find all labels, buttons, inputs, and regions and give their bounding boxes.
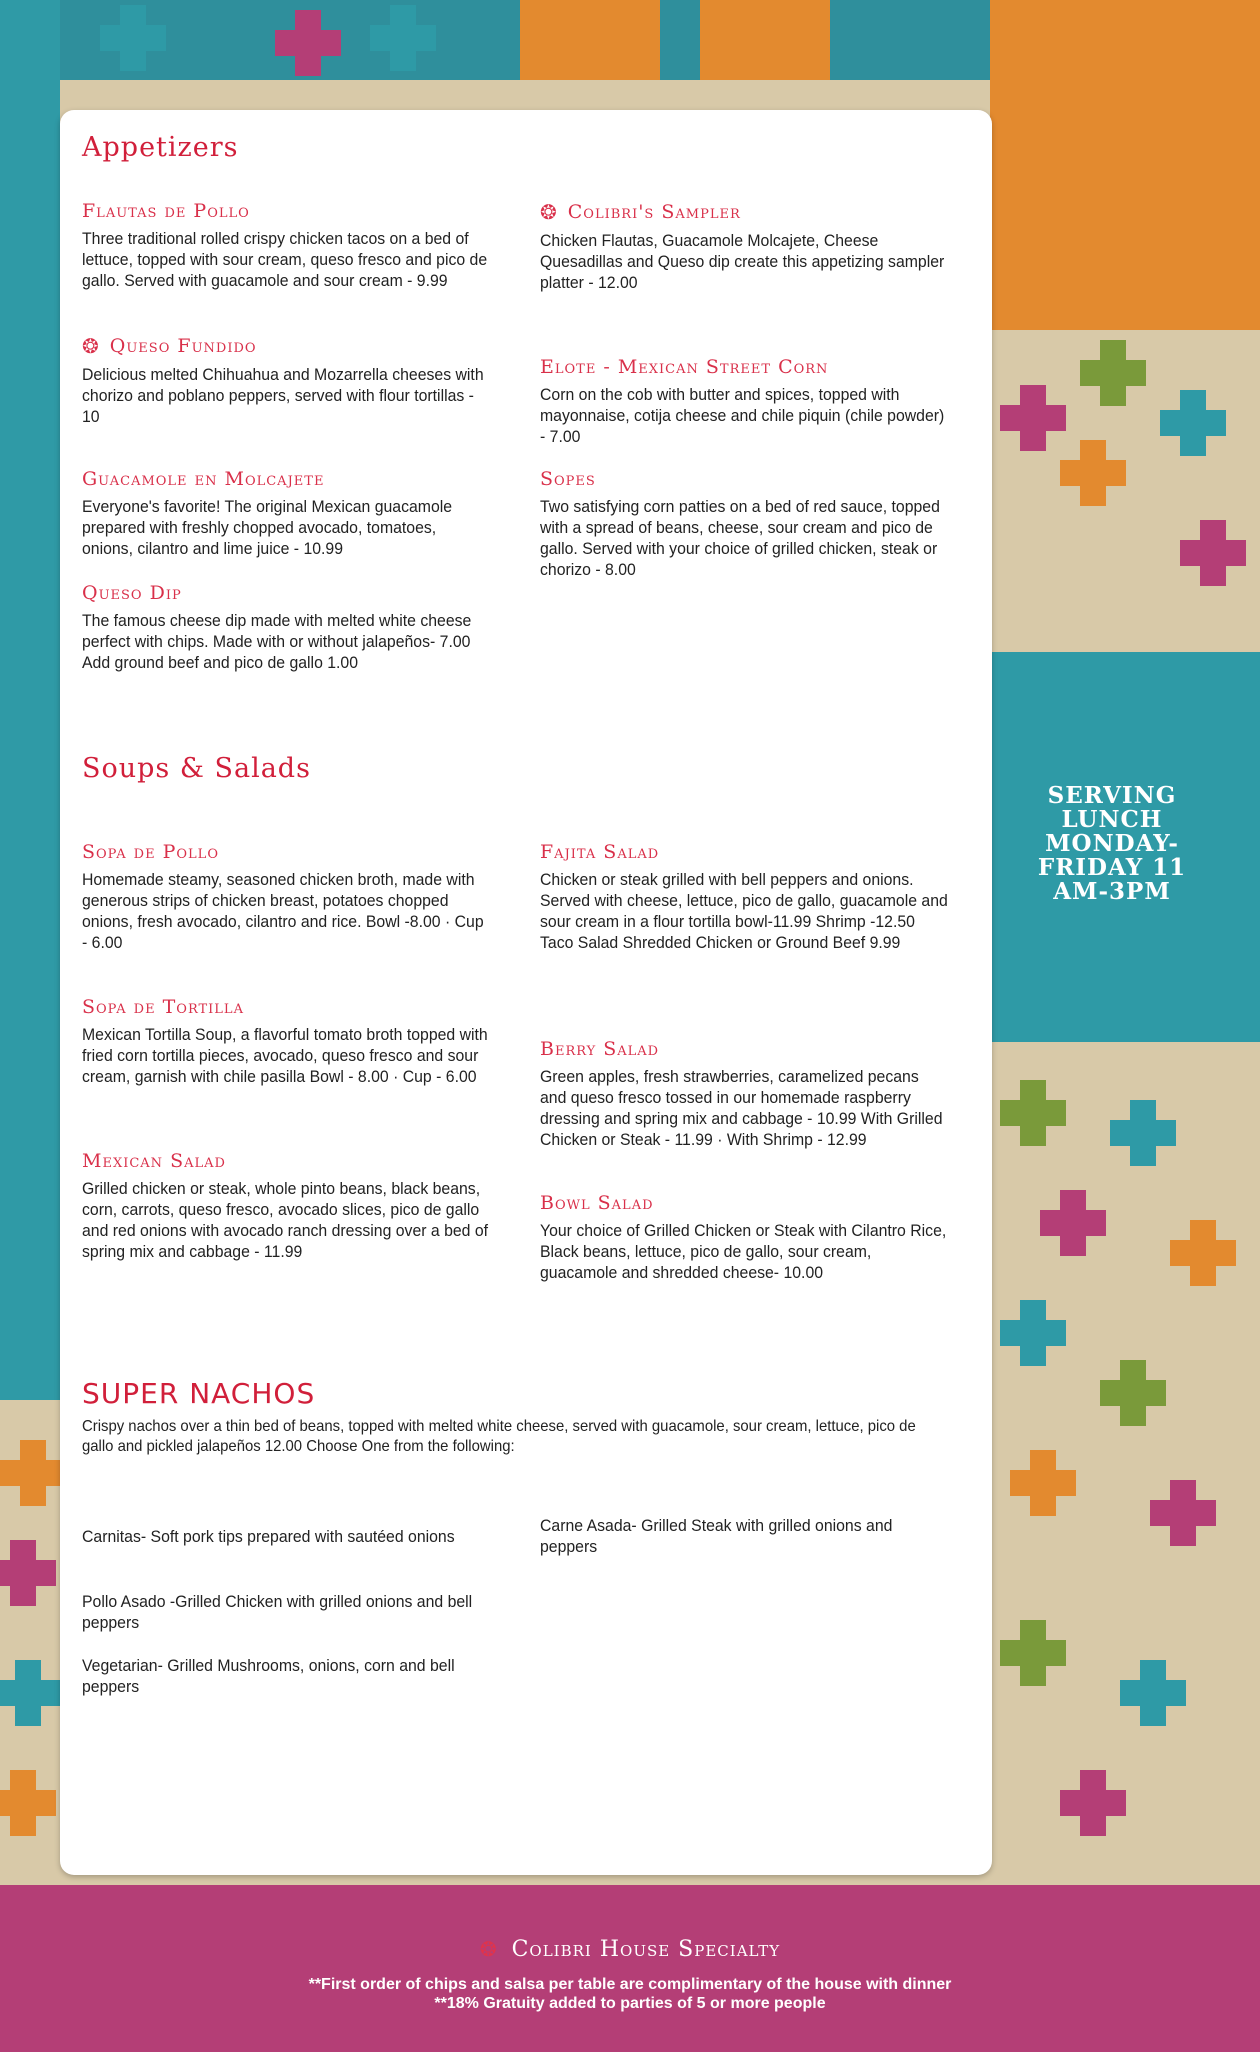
cross-decoration — [1120, 1660, 1186, 1726]
cross-decoration — [1150, 1480, 1216, 1546]
footer-note-gratuity: **18% Gratuity added to parties of 5 or more people — [434, 1995, 826, 2012]
nachos-option: Vegetarian- Grilled Mushrooms, onions, corn and bell peppers — [82, 1656, 455, 1696]
cross-decoration — [1170, 1220, 1236, 1286]
house-specialty-icon: ❂ — [82, 334, 100, 358]
menu-item — [82, 996, 502, 1087]
appetizers-heading: Appetizers — [82, 132, 239, 163]
item-name: Elote - Mexican Street Corn — [540, 356, 829, 378]
cross-decoration — [1110, 1100, 1176, 1166]
cross-decoration — [370, 5, 436, 71]
cross-decoration — [1010, 1450, 1076, 1516]
menu-item — [540, 200, 960, 293]
teal-band-left — [0, 0, 60, 1400]
item-desc: Chicken or steak grilled with bell peppers and onions. Served with cheese, lettuce, pico de gallo, guacamole and sour cream in a flour tortilla bowl-11.99 Shrimp -12.50 — [540, 870, 948, 931]
menu-item — [540, 841, 960, 953]
item-name: Sopa de Tortilla — [82, 996, 244, 1018]
menu-item — [82, 200, 502, 291]
item-desc: Grilled chicken or steak, whole pinto beans, black beans, corn, carrots, queso fresco, avocado slices, pico de gallo and red onions with avocado ranch dressing over a bed of spring mix and cabbage - 11.99 — [82, 1179, 489, 1261]
menu-card — [60, 110, 992, 1875]
item-desc: Everyone's favorite! The original Mexican guacamole prepared with freshly chopped avocado, tomatoes, onions, cilantro and lime juice - 10.99 — [82, 497, 453, 558]
nachos-option: Pollo Asado -Grilled Chicken with grilled onions and bell peppers — [82, 1592, 473, 1632]
cross-decoration — [0, 1540, 56, 1606]
cross-decoration — [1040, 1190, 1106, 1256]
item-desc: Delicious melted Chihuahua and Mozarrella cheeses with chorizo and poblano peppers, served with flour tortillas - 10 — [82, 365, 484, 426]
cross-decoration — [1160, 390, 1226, 456]
item-name: Mexican Salad — [82, 1150, 226, 1172]
menu-item — [82, 841, 502, 953]
orange-block-top2 — [700, 0, 830, 80]
footer — [0, 1885, 1260, 2052]
nachos-desc: Crispy nachos over a thin bed of beans, topped with melted white cheese, served with guacamole, sour cream, lettuce, pico de gallo and pickled jalapeños 12.00 Choose One from the following: — [82, 1418, 916, 1455]
cross-decoration — [1180, 520, 1246, 586]
menu-item — [540, 1038, 960, 1150]
cross-decoration — [1000, 1080, 1066, 1146]
cross-decoration — [1080, 340, 1146, 406]
item-name: Queso Fundido — [109, 335, 257, 357]
cross-decoration — [1060, 1770, 1126, 1836]
item-desc: Three traditional rolled crispy chicken tacos on a bed of lettuce, topped with sour cream, queso fresco and pico de gallo. Served with guacamole and sour cream - 9.99 — [82, 229, 488, 290]
lunch-hours-notice: SERVING LUNCH MONDAY- FRIDAY 11 AM-3PM — [1037, 782, 1187, 905]
cross-decoration — [0, 1770, 56, 1836]
item-desc-extra: Taco Salad Shredded Chicken or Ground Beef 9.99 — [540, 933, 901, 952]
cross-decoration — [0, 1440, 66, 1506]
cross-decoration — [1000, 385, 1066, 451]
footer-title: ❂ Colibri House Specialty — [479, 1937, 781, 1962]
cross-decoration — [100, 5, 166, 71]
nachos-option: Carne Asada- Grilled Steak with grilled onions and peppers — [540, 1516, 893, 1556]
menu-item — [82, 582, 502, 673]
item-desc: Corn on the cob with butter and spices, topped with mayonnaise, cotija cheese and chile piquin (chile powder) - 7.00 — [540, 385, 945, 446]
footer-note-chips: **First order of chips and salsa per table are complimentary of the house with dinner — [308, 1976, 952, 1993]
item-name: Guacamole en Molcajete — [82, 468, 325, 490]
item-desc: The famous cheese dip made with melted white cheese perfect with chips. Made with or without jalapeños- 7.00 Add ground beef and pico de gallo 1.00 — [82, 611, 472, 672]
menu-item — [540, 356, 960, 447]
item-desc: Two satisfying corn patties on a bed of red sauce, topped with a spread of beans, cheese, sour cream and pico de gallo. Served with your choice of grilled chicken, steak or chorizo - 8.00 — [540, 497, 940, 579]
item-desc: Your choice of Grilled Chicken or Steak with Cilantro Rice, Black beans, lettuce, pico de gallo, sour cream, guacamole and shredded cheese- 10.00 — [540, 1221, 947, 1282]
orange-band-right — [990, 0, 1260, 330]
cross-decoration — [1100, 1360, 1166, 1426]
item-name: Sopes — [540, 468, 596, 490]
item-name: Sopa de Pollo — [82, 841, 219, 863]
item-desc: Green apples, fresh strawberries, caramelized pecans and queso fresco tossed in our homemade raspberry dressing and spring mix and cabbage - 10.99 With Grilled Chicken or Steak - 11.99 · With Shrimp - 12.99 — [540, 1067, 943, 1149]
item-name: Bowl Salad — [540, 1192, 654, 1214]
cross-decoration — [1000, 1300, 1066, 1366]
orange-block-top — [520, 0, 660, 80]
item-name: Flautas de Pollo — [82, 200, 250, 222]
menu-item — [82, 334, 502, 427]
cross-decoration — [1060, 440, 1126, 506]
item-name: Fajita Salad — [540, 841, 660, 863]
item-name: Colibri's Sampler — [567, 201, 741, 223]
item-name: Berry Salad — [540, 1038, 660, 1060]
item-desc: Chicken Flautas, Guacamole Molcajete, Cheese Quesadillas and Queso dip create this appetizing sampler platter - 12.00 — [540, 231, 945, 292]
cross-decoration — [275, 10, 341, 76]
item-desc: Homemade steamy, seasoned chicken broth, made with generous strips of chicken breast, potatoes chopped onions, fresh avocado, cilantro and rice. Bowl -8.00 · Cup - 6.00 — [82, 870, 484, 952]
item-desc: Mexican Tortilla Soup, a flavorful tomato broth topped with fried corn tortilla pieces, avocado, queso fresco and sour cream, garnish with chile pasilla Bowl - 8.00 · Cup - 6.00 — [82, 1025, 488, 1086]
item-name: Queso Dip — [82, 582, 182, 604]
super-nachos-heading: SUPER NACHOS — [82, 1377, 316, 1410]
menu-item — [540, 468, 960, 580]
soups-salads-heading: Soups & Salads — [82, 753, 311, 784]
house-specialty-icon: ❂ — [540, 200, 558, 224]
menu-item — [82, 1150, 502, 1262]
nachos-option: Carnitas- Soft pork tips prepared with sautéed onions — [82, 1527, 455, 1546]
menu-item — [82, 468, 502, 559]
cross-decoration — [0, 1660, 61, 1726]
cross-decoration — [1000, 1620, 1066, 1686]
house-specialty-icon: ❂ — [479, 1937, 498, 1961]
menu-item — [540, 1192, 960, 1283]
